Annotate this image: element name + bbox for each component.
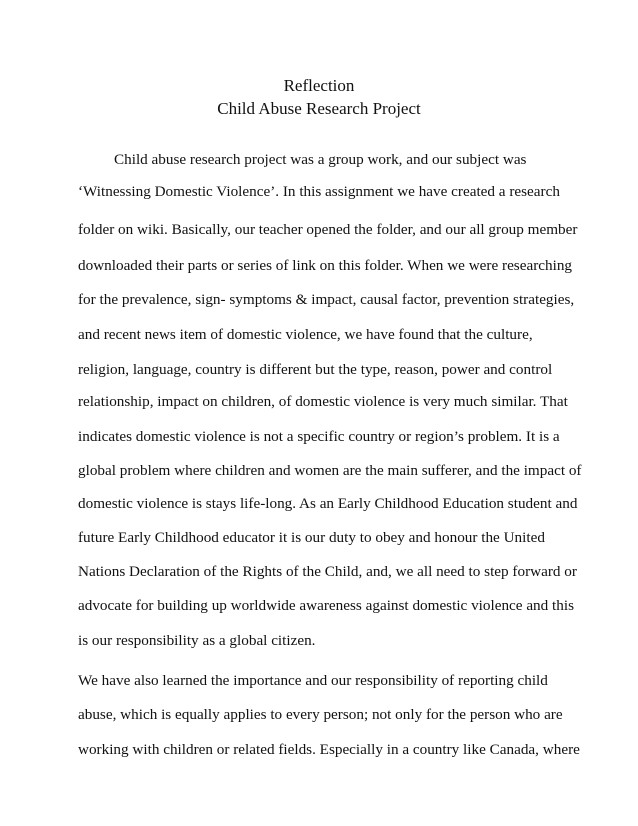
paragraph-line: working with children or related fields. Especially in a country like Canada, where [78, 741, 580, 758]
paragraph-line: for the prevalence, sign- symptoms & impact, causal factor, prevention strategies, [78, 291, 575, 308]
paragraph-line: global problem where children and women are the main sufferer, and the impact of [78, 462, 582, 479]
paragraph-line: relationship, impact on children, of domestic violence is very much similar. That [78, 393, 568, 410]
paragraph-line: Nations Declaration of the Rights of the Child, and, we all need to step forward or [78, 563, 577, 580]
paragraph-line: indicates domestic violence is not a specific country or region’s problem. It is a [78, 428, 560, 445]
title-block [0, 74, 638, 120]
paragraph-line: advocate for building up worldwide awareness against domestic violence and this [78, 597, 574, 614]
document-title: Reflection [283, 76, 355, 95]
document-subtitle: Child Abuse Research Project [217, 99, 421, 118]
paragraph-line: domestic violence is stays life-long. As an Early Childhood Education student and [78, 495, 578, 512]
paragraph-line: is our responsibility as a global citizen. [78, 632, 316, 649]
paragraph-line: folder on wiki. Basically, our teacher opened the folder, and our all group member [78, 221, 578, 238]
paragraph-line: downloaded their parts or series of link on this folder. When we were researching [78, 257, 573, 274]
paragraph-line: ‘Witnessing Domestic Violence’. In this assignment we have created a research [78, 183, 560, 200]
paragraph-line: We have also learned the importance and our responsibility of reporting child [78, 672, 548, 689]
paragraph-line: religion, language, country is different but the type, reason, power and control [78, 361, 553, 378]
paragraph-line: abuse, which is equally applies to every person; not only for the person who are [78, 706, 563, 723]
paragraph-line: Child abuse research project was a group work, and our subject was [114, 151, 527, 168]
paragraph-line: and recent news item of domestic violence, we have found that the culture, [78, 326, 533, 343]
paragraph-line: future Early Childhood educator it is our duty to obey and honour the United [78, 529, 545, 546]
